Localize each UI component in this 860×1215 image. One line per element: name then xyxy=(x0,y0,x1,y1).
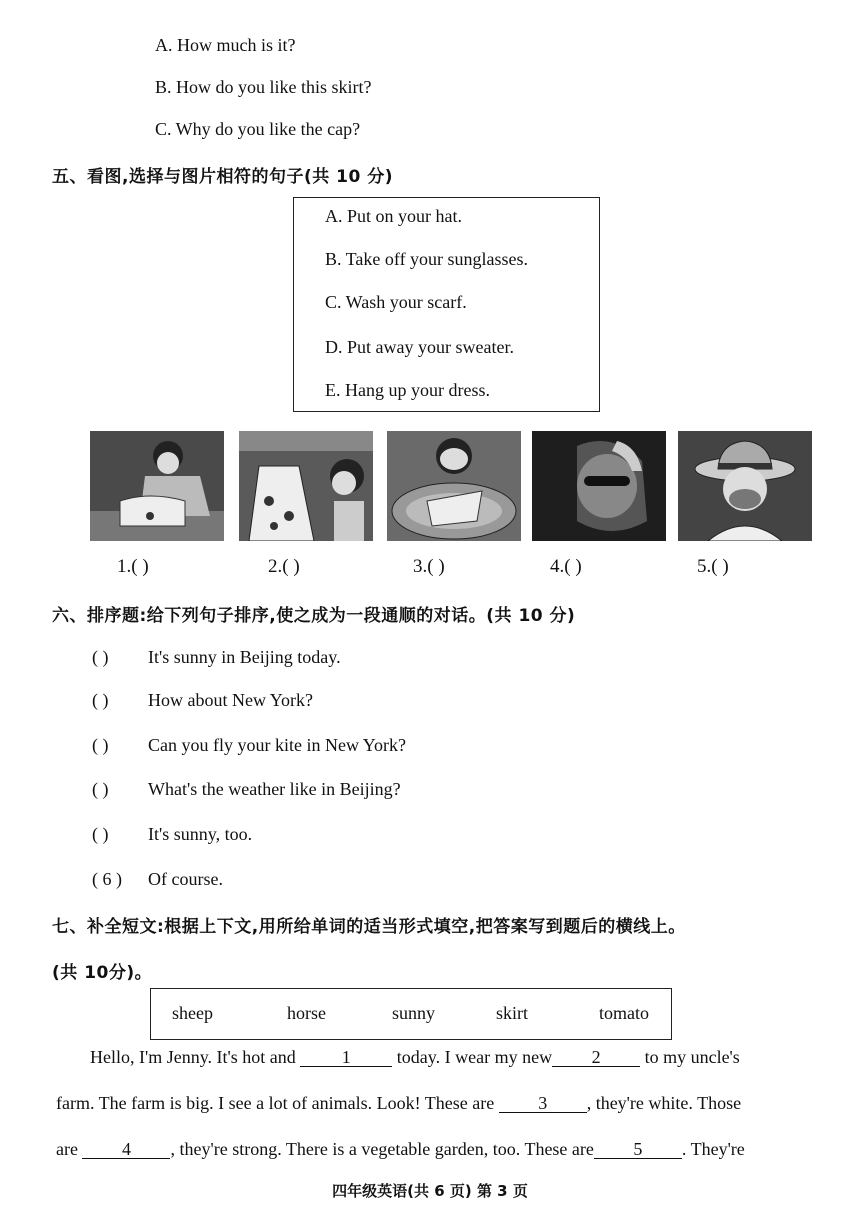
dialogue-text: What's the weather like in Beijing? xyxy=(148,779,401,799)
picture-3-answer[interactable]: 3.( ) xyxy=(413,556,445,577)
passage-text: Hello, I'm Jenny. It's hot and xyxy=(90,1047,301,1067)
word-bank-item: horse xyxy=(287,1003,326,1023)
word-bank-item: tomato xyxy=(599,1003,649,1023)
picture-4-sunglasses xyxy=(532,431,666,541)
dialogue-row xyxy=(92,690,313,711)
passage-line-1 xyxy=(90,1047,740,1068)
box-option-e: E. Hang up your dress. xyxy=(325,380,490,400)
option-b: B. How do you like this skirt? xyxy=(155,77,372,97)
order-answer[interactable]: ( ) xyxy=(92,647,109,667)
blank-1[interactable]: 1 xyxy=(300,1048,392,1067)
passage-text: to my uncle's xyxy=(640,1047,740,1067)
picture-5-answer[interactable]: 5.( ) xyxy=(697,556,729,577)
page-footer: 四年级英语(共 6 页) 第 3 页 xyxy=(332,1182,528,1200)
section7-heading: 七、补全短文:根据上下文,用所给单词的适当形式填空,把答案写到题后的横线上。 xyxy=(52,917,686,937)
dialogue-row xyxy=(92,735,406,756)
picture-3-washing-scarf xyxy=(387,431,521,541)
picture-4-answer[interactable]: 4.( ) xyxy=(550,556,582,577)
box-option-d: D. Put away your sweater. xyxy=(325,337,514,357)
passage-text: . They're xyxy=(681,1139,745,1159)
word-bank-item: sunny xyxy=(392,1003,436,1023)
passage-line-2 xyxy=(56,1093,741,1114)
blank-5[interactable]: 5 xyxy=(594,1140,682,1159)
section7-heading-score: (共 10分)。 xyxy=(52,963,153,983)
dialogue-text: Of course. xyxy=(148,869,223,889)
passage-text: , they're strong. There is a vegetable garden, too. These are xyxy=(170,1139,594,1159)
blank-3[interactable]: 3 xyxy=(499,1094,587,1113)
dialogue-row xyxy=(92,779,401,800)
passage-text: farm. The farm is big. I see a lot of animals. Look! These are xyxy=(56,1093,499,1113)
order-answer[interactable]: ( ) xyxy=(92,735,109,755)
word-bank-item: sheep xyxy=(172,1003,213,1023)
box-option-a: A. Put on your hat. xyxy=(325,206,462,226)
dialogue-row xyxy=(92,824,252,845)
picture-2-answer[interactable]: 2.( ) xyxy=(268,556,300,577)
dialogue-text: Can you fly your kite in New York? xyxy=(148,735,406,755)
order-answer[interactable]: ( 6 ) xyxy=(92,869,122,889)
box-option-b: B. Take off your sunglasses. xyxy=(325,249,529,269)
order-answer[interactable]: ( ) xyxy=(92,824,109,844)
box-option-c: C. Wash your scarf. xyxy=(325,292,467,312)
dialogue-text: It's sunny, too. xyxy=(148,824,253,844)
picture-5-child-with-hat xyxy=(678,431,812,541)
order-answer[interactable]: ( ) xyxy=(92,779,109,799)
blank-2[interactable]: 2 xyxy=(552,1048,640,1067)
passage-line-3 xyxy=(56,1139,745,1160)
picture-1-child-with-sweater xyxy=(90,431,224,541)
passage-text: are xyxy=(56,1139,83,1159)
section5-heading: 五、看图,选择与图片相符的句子(共 10 分) xyxy=(52,167,393,187)
picture-1-answer[interactable]: 1.( ) xyxy=(117,556,149,577)
blank-4[interactable]: 4 xyxy=(82,1140,170,1159)
passage-text: , they're white. Those xyxy=(586,1093,742,1113)
dialogue-row xyxy=(92,869,223,890)
sentence-options-box xyxy=(293,197,600,412)
dialogue-row xyxy=(92,647,341,668)
dialogue-text: It's sunny in Beijing today. xyxy=(148,647,341,667)
dialogue-text: How about New York? xyxy=(148,690,313,710)
section6-heading: 六、排序题:给下列句子排序,使之成为一段通顺的对话。(共 10 分) xyxy=(52,606,576,626)
word-bank-item: skirt xyxy=(496,1003,529,1023)
passage-text: today. I wear my new xyxy=(392,1047,553,1067)
option-a: A. How much is it? xyxy=(155,35,296,55)
picture-2-girl-with-dress xyxy=(239,431,373,541)
option-c: C. Why do you like the cap? xyxy=(155,119,361,139)
order-answer[interactable]: ( ) xyxy=(92,690,109,710)
